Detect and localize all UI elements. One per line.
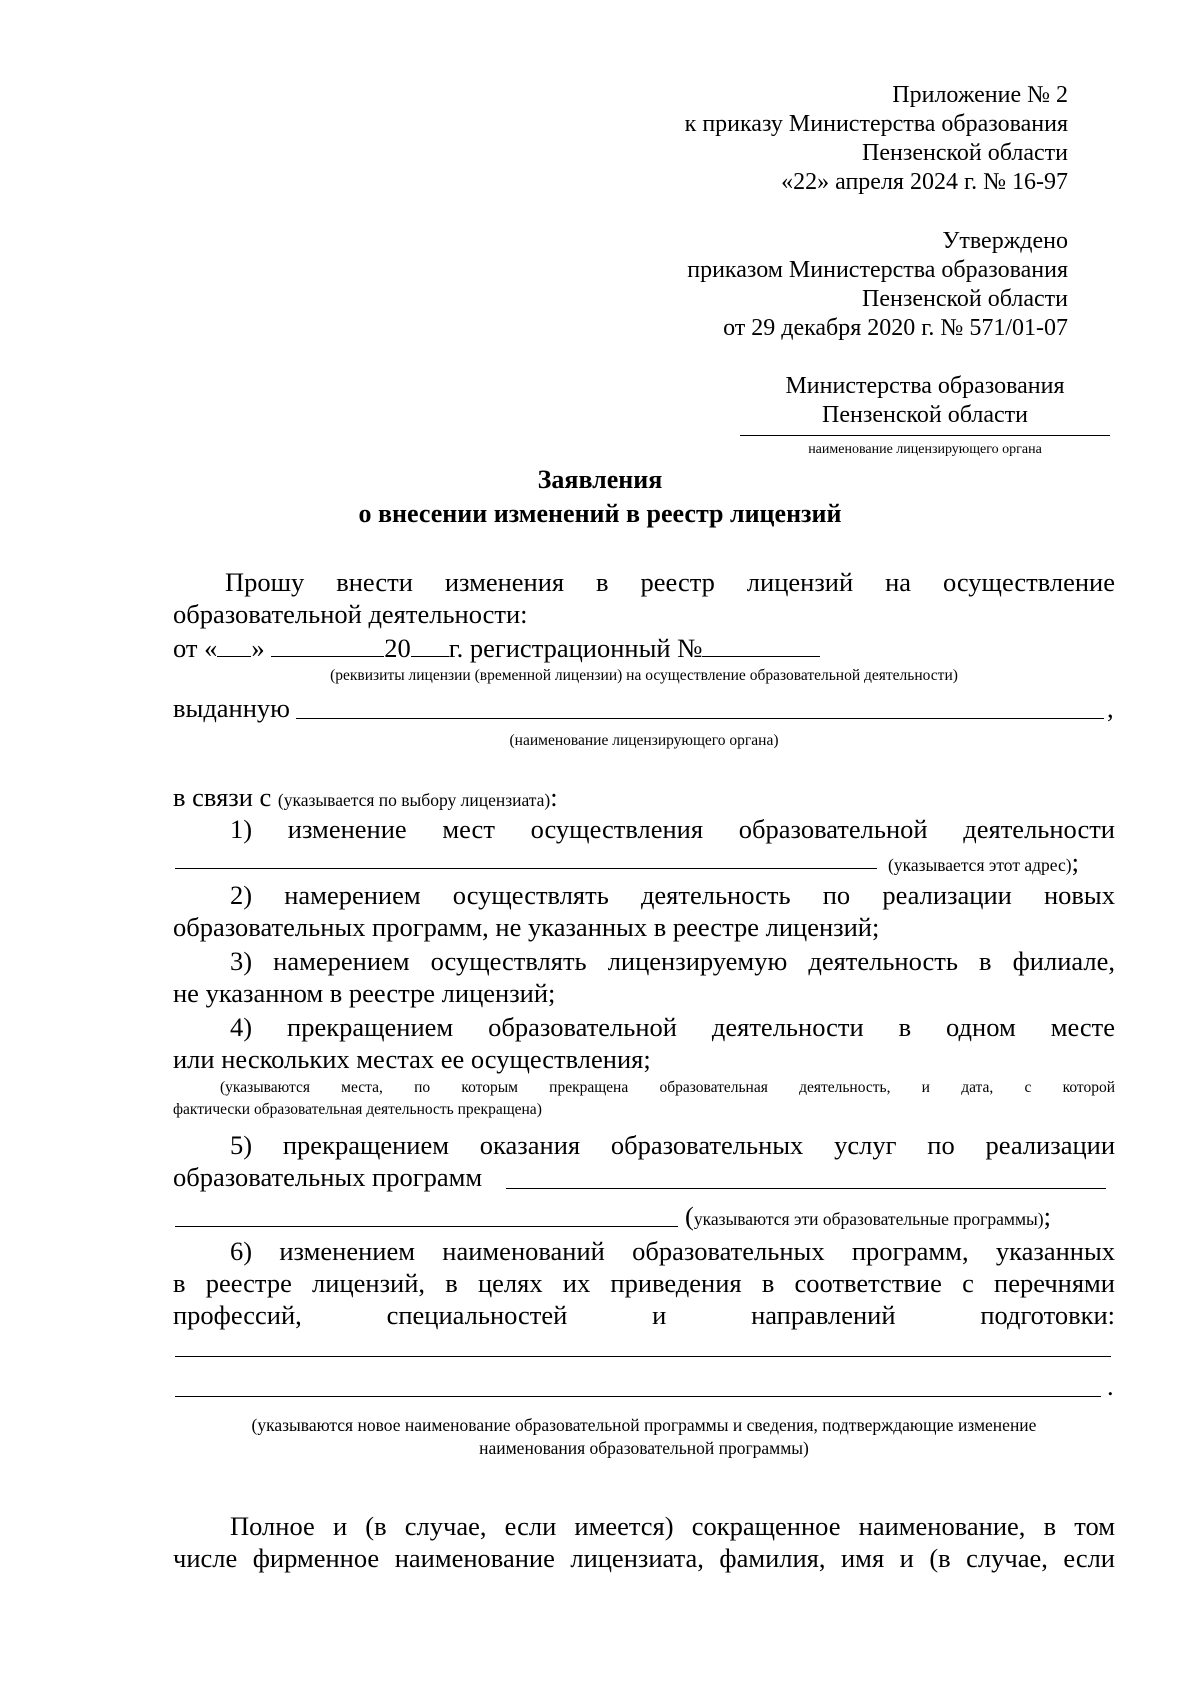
reason-2-line-1: 2) намерением осуществлять деятельность по реализации новых bbox=[230, 880, 1115, 910]
day-field[interactable] bbox=[217, 631, 251, 657]
approved-line-1: Утверждено bbox=[942, 228, 1068, 254]
reason-1-note-line bbox=[888, 847, 1079, 877]
addressee-line-2: Пензенской области bbox=[822, 402, 1028, 428]
appendix-line-3: Пензенской области bbox=[862, 140, 1068, 166]
reason-3-line-2: не указанном в реестре лицензий; bbox=[173, 978, 556, 1008]
reasons-lead-note: (указывается по выбору лицензиата) bbox=[277, 790, 551, 810]
approved-line-4: от 29 декабря 2020 г. № 571/01-07 bbox=[723, 315, 1068, 341]
issued-by-field[interactable] bbox=[296, 718, 1104, 719]
closing-line-2: числе фирменное наименование лицензиата, фамилия, имя и (в случае, если bbox=[173, 1543, 1115, 1573]
reason-6-note-2: наименования образовательной программы) bbox=[479, 1438, 809, 1458]
reason-6-line-1: 6) изменением наименований образовательных программ, указанных bbox=[230, 1236, 1115, 1266]
reason-6-field-1[interactable] bbox=[175, 1356, 1111, 1357]
appendix-line-2: к приказу Министерства образования bbox=[684, 111, 1068, 137]
reason-5-note-line bbox=[685, 1201, 1051, 1231]
organ-caption: (наименование лицензирующего органа) bbox=[509, 732, 779, 749]
license-details-line bbox=[173, 631, 820, 664]
reason-6-end: . bbox=[1107, 1371, 1114, 1401]
registration-label: г. регистрационный № bbox=[448, 633, 703, 663]
reason-4-note-1: (указываются места, по которым прекращена образовательная деятельность, и дата, с которой bbox=[220, 1079, 1115, 1096]
reason-6-line-2: в реестре лицензий, в целях их приведения в соответствие с перечнями bbox=[173, 1268, 1115, 1298]
reason-6-line-3: профессий, специальностей и направлений подготовки: bbox=[173, 1300, 1115, 1330]
appendix-line-4: «22» апреля 2024 г. № 16-97 bbox=[781, 169, 1068, 195]
reason-1-end: ; bbox=[1071, 847, 1079, 877]
issued-label: выданную bbox=[173, 693, 290, 723]
reason-1-note: (указывается этот адрес) bbox=[888, 855, 1072, 875]
intro-line-1: Прошу внести изменения в реестр лицензий на осуществление bbox=[225, 567, 1115, 597]
reason-5-programs-field[interactable] bbox=[506, 1188, 1106, 1189]
license-caption: (реквизиты лицензии (временной лицензии) на осуществление образовательной деятельности) bbox=[330, 667, 958, 684]
from-prefix: от « bbox=[173, 633, 218, 663]
year-field[interactable] bbox=[411, 631, 449, 657]
reasons-lead-line bbox=[173, 781, 558, 813]
issued-comma: , bbox=[1107, 693, 1114, 723]
addressee-line-1: Министерства образования bbox=[785, 373, 1065, 399]
reason-4-line-1: 4) прекращением образовательной деятельности в одном месте bbox=[230, 1012, 1115, 1042]
closing-line-1: Полное и (в случае, если имеется) сокращенное наименование, в том bbox=[230, 1511, 1115, 1541]
reason-5-note: указываются эти образовательные программы) bbox=[693, 1209, 1044, 1229]
reason-3-line-1: 3) намерением осуществлять лицензируемую деятельность в филиале, bbox=[230, 946, 1115, 976]
registration-number-field[interactable] bbox=[702, 631, 820, 657]
reason-1-line-1: 1) изменение мест осуществления образовательной деятельности bbox=[230, 814, 1115, 844]
reason-5-programs-field-2[interactable] bbox=[175, 1226, 678, 1227]
from-year: 20 bbox=[384, 633, 411, 663]
addressee-caption: наименование лицензирующего органа bbox=[808, 442, 1042, 457]
reasons-lead-colon: : bbox=[550, 782, 558, 812]
month-field[interactable] bbox=[271, 631, 384, 657]
reason-6-field-2[interactable] bbox=[175, 1396, 1101, 1397]
reason-5-line-1: 5) прекращением оказания образовательных услуг по реализации bbox=[230, 1130, 1115, 1160]
approved-line-2: приказом Министерства образования bbox=[687, 257, 1068, 283]
reason-4-line-2: или нескольких местах ее осуществления; bbox=[173, 1044, 651, 1074]
addressee-underline bbox=[740, 435, 1110, 436]
from-mid: » bbox=[251, 633, 265, 663]
reason-4-note-2: фактически образовательная деятельность прекращена) bbox=[173, 1101, 542, 1118]
reasons-lead: в связи с bbox=[173, 782, 272, 812]
reason-2-line-2: образовательных программ, не указанных в реестре лицензий; bbox=[173, 912, 880, 942]
approved-line-3: Пензенской области bbox=[862, 286, 1068, 312]
intro-line-2: образовательной деятельности: bbox=[173, 599, 528, 629]
title-line-1: Заявления bbox=[537, 465, 663, 494]
appendix-line-1: Приложение № 2 bbox=[892, 82, 1068, 108]
reason-5-note-open: ( bbox=[685, 1201, 694, 1231]
reason-6-note-1: (указываются новое наименование образовательной программы и сведения, подтверждающие изменение bbox=[251, 1415, 1037, 1435]
reason-5-end: ; bbox=[1043, 1201, 1051, 1231]
title-line-2: о внесении изменений в реестр лицензий bbox=[358, 499, 842, 528]
reason-5-line-2: образовательных программ bbox=[173, 1162, 483, 1192]
reason-1-address-field[interactable] bbox=[175, 868, 877, 869]
